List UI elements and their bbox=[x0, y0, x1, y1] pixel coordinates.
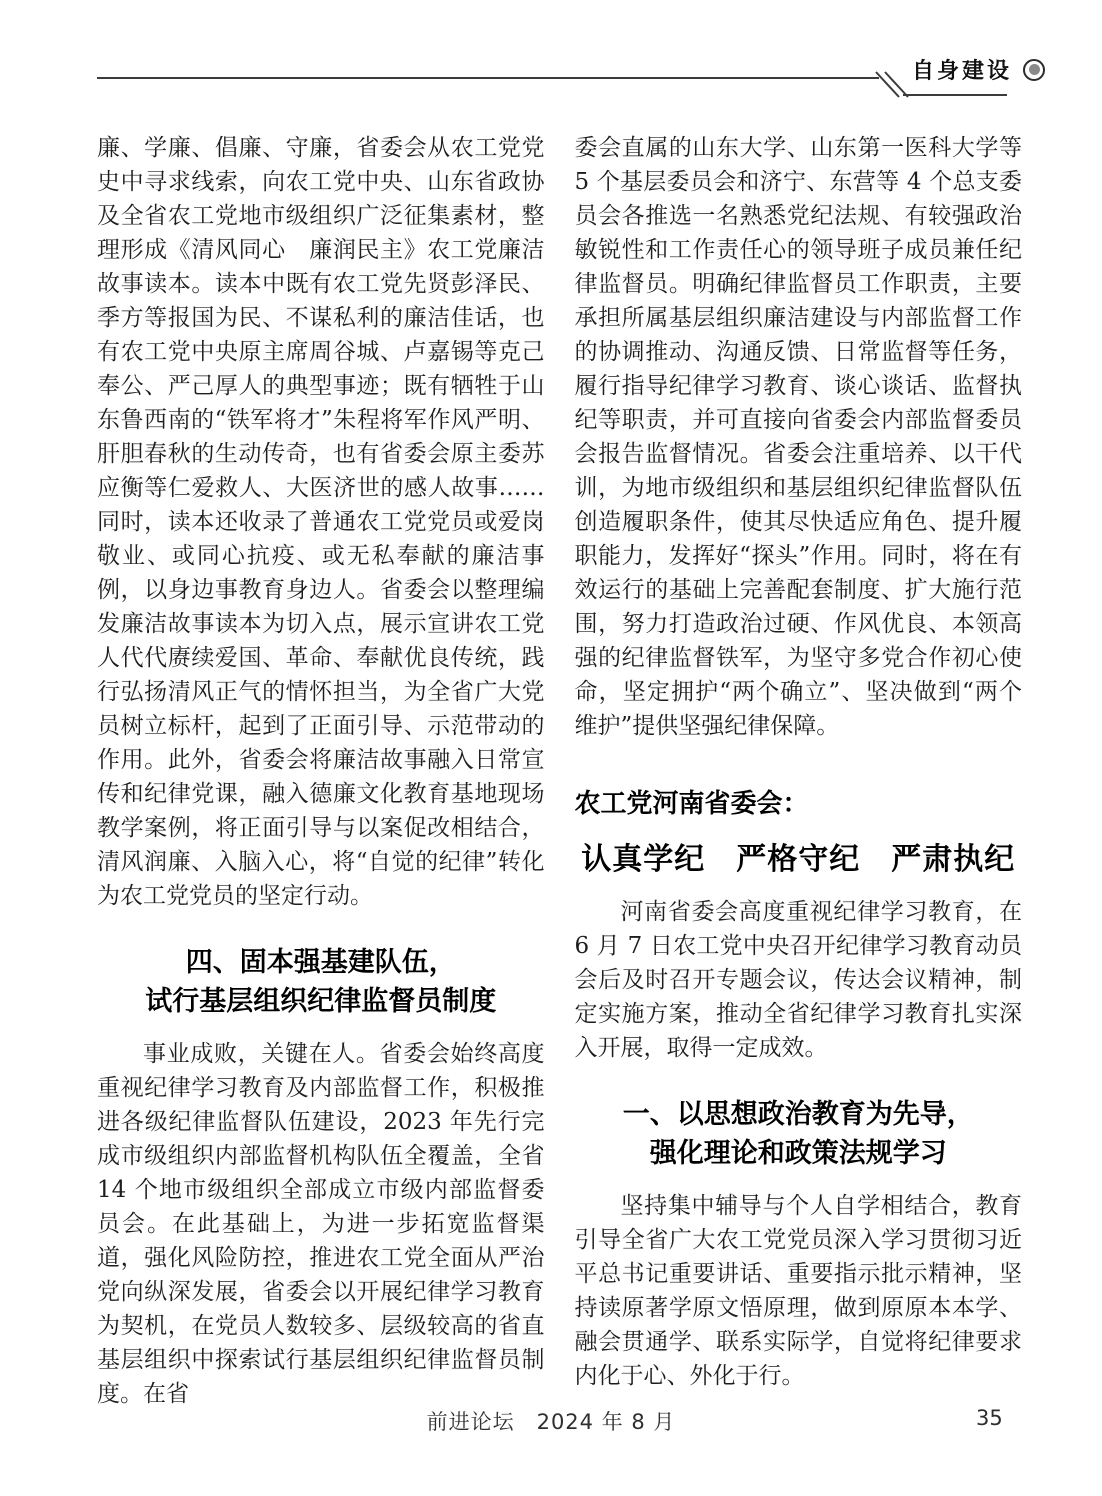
footer-journal-line: 前进论坛 2024 年 8 月 bbox=[426, 1410, 676, 1434]
section-heading-line: 一、以思想政治教育为先导， bbox=[622, 1099, 974, 1130]
section-title: 自身建设 bbox=[912, 59, 1013, 84]
body-paragraph: 事业成败，关键在人。省委会始终高度重视纪律学习教育及内部监督工作，积极推进各级纪律监督队伍建设，2023 年先行完成市级组织内部监督机构队伍全覆盖，全省 14 个地市级组织全部成立市级内部监督委员会。在此基础上，为进一步拓宽监督渠道，强化风险防控，推进农工党全面从严治党向纵深发展，省委会以开展纪律学习教育为契机，在党员人数较多、层级较高的省直基层组织中探索试行基层组织纪律监督员制度。在省 bbox=[97, 1041, 545, 1407]
article-title: 认真学纪 严格守纪 严肃执纪 bbox=[581, 842, 1016, 877]
section-heading-1 bbox=[575, 1095, 1023, 1173]
bullseye-icon bbox=[1023, 59, 1045, 81]
article-body bbox=[97, 131, 1022, 1411]
section-heading-line: 四、固本强基建队伍， bbox=[185, 947, 456, 978]
left-column bbox=[97, 131, 545, 1411]
body-paragraph: 委会直属的山东大学、山东第一医科大学等 5 个基层委员会和济宁、东营等 4 个总支委员会各推选一名熟悉党纪法规、有较强政治敏锐性和工作责任心的领导班子成员兼任纪律监督员。明确纪律监督员工作职责，主要承担所属基层组织廉洁建设与内部监督工作的协调推动、沟通反馈、日常监督等任务，履行指导纪律学习教育、谈心谈话、监督执纪等职责，并可直接向省委会内部监督委员会报告监督情况。省委会注重培养、以干代训，为地市级组织和基层组织纪律监督队伍创造履职条件，使其尽快适应角色、提升履职能力，发挥好“探头”作用。同时，将在有效运行的基础上完善配套制度、扩大施行范围，努力打造政治过硬、作风优良、本领高强的纪律监督铁军，为坚守多党合作初心使命，坚定拥护“两个确立”、坚决做到“两个维护”提供坚强纪律保障。 bbox=[574, 135, 1022, 739]
article-kicker: 农工党河南省委会： bbox=[574, 789, 809, 819]
body-paragraph: 廉、学廉、倡廉、守廉，省委会从农工党党史中寻求线索，向农工党中央、山东省政协及全省农工党地市级组织广泛征集素材，整理形成《清风同心 廉润民主》农工党廉洁故事读本。读本中既有农工党先贤彭泽民、季方等报国为民、不谋私利的廉洁佳话，也有农工党中央原主席周谷城、卢嘉锡等克己奉公、严己厚人的典型事迹；既有牺牲于山东鲁西南的“铁军将才”朱程将军作风严明、肝胆春秋的生动传奇，也有省委会原主委苏应衡等仁爱救人、大医济世的感人故事……同时，读本还收录了普通农工党党员或爱岗敬业、或同心抗疫、或无私奉献的廉洁事例，以身边事教育身边人。省委会以整理编发廉洁故事读本为切入点，展示宣讲农工党人代代赓续爱国、革命、奉献优良传统，践行弘扬清风正气的情怀担当，为全省广大党员树立标杆，起到了正面引导、示范带动的作用。此外，省委会将廉洁故事融入日常宣传和纪律党课，融入德廉文化教育基地现场教学案例，将正面引导与以案促改相结合，清风润廉、入脑入心，将“自觉的纪律”转化为农工党党员的坚定行动。 bbox=[97, 135, 545, 909]
right-column bbox=[575, 131, 1023, 1411]
section-heading-line: 试行基层组织纪律监督员制度 bbox=[145, 986, 497, 1017]
section-heading-line: 强化理论和政策法规学习 bbox=[649, 1138, 947, 1169]
section-heading-4 bbox=[97, 943, 545, 1021]
body-paragraph: 坚持集中辅导与个人自学相结合，教育引导全省广大农工党党员深入学习贯彻习近平总书记重要讲话、重要指示批示精神，坚持读原著学原文悟原理，做到原原本本学、融会贯通学、联系实际学，自觉将纪律要求内化于心、外化于行。 bbox=[574, 1193, 1022, 1389]
page-number: 35 bbox=[976, 1406, 1003, 1430]
header-section-label bbox=[912, 54, 1045, 85]
body-paragraph: 河南省委会高度重视纪律学习教育，在 6 月 7 日农工党中央召开纪律学习教育动员会后及时召开专题会议，传达会议精神，制定实施方案，推动全省纪律学习教育扎实深入开展，取得一定成效。 bbox=[574, 899, 1022, 1061]
